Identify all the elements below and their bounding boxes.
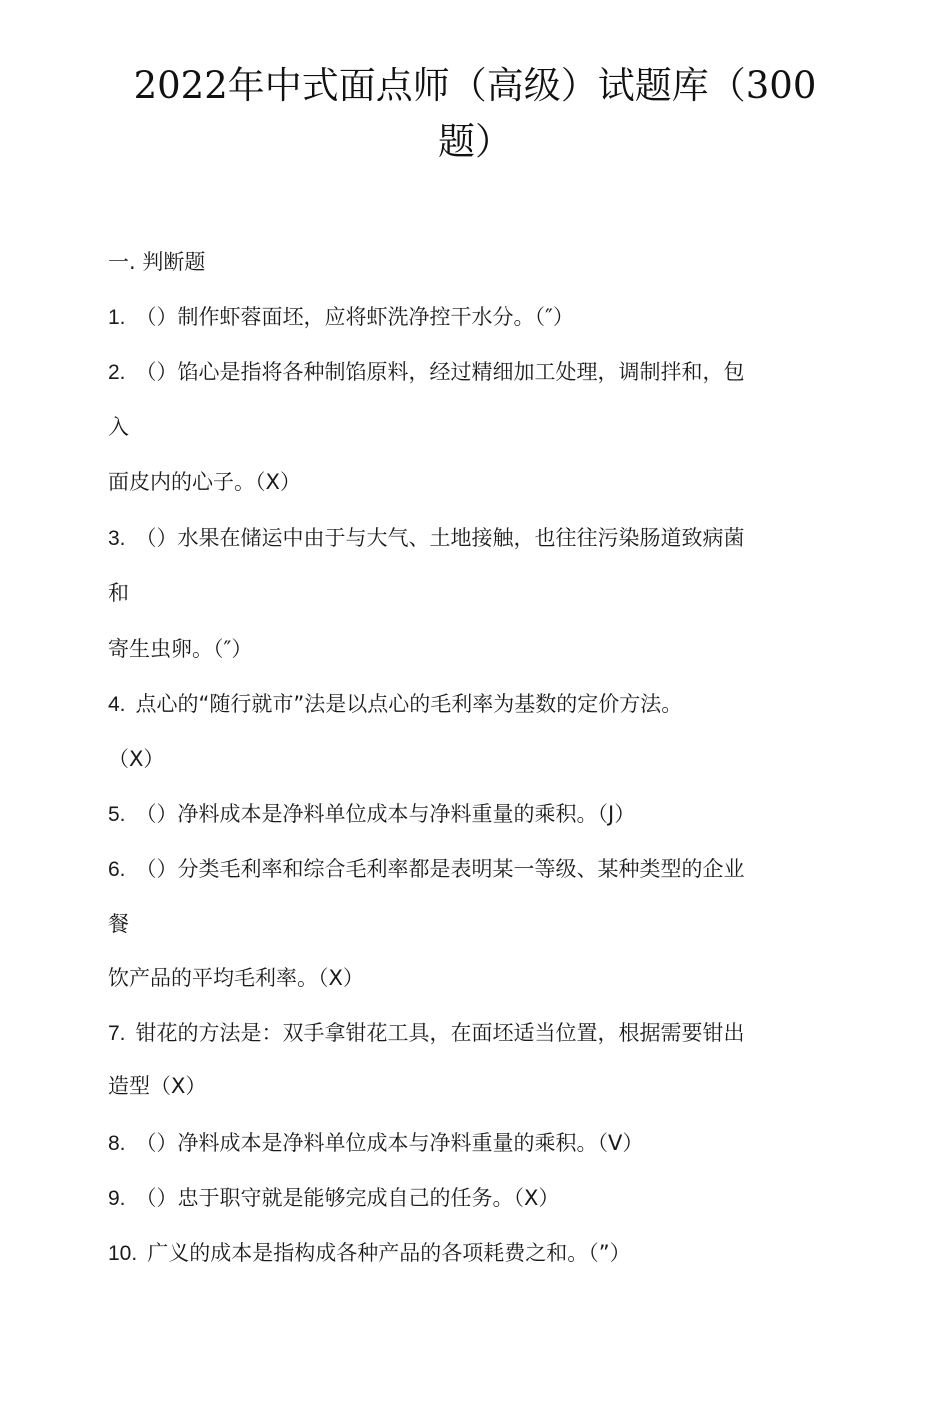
question-continuation xyxy=(108,1071,206,1101)
question-number: 10. xyxy=(108,1242,138,1265)
question-line xyxy=(108,1018,745,1049)
question-text: （）净料成本是净料单位成本与净料重量的乘积。（J） xyxy=(135,802,636,826)
question-number: 9. xyxy=(108,1187,126,1210)
question-text: （）馅心是指将各种制馅原料，经过精细加工处理，调制拌和，包 xyxy=(135,360,745,384)
question-number: 4. xyxy=(108,693,126,716)
question-text: 钳花的方法是：双手拿钳花工具，在面坯适当位置，根据需要钳出 xyxy=(135,1021,745,1045)
question-number: 7. xyxy=(108,1022,126,1045)
question-continuation xyxy=(108,634,252,664)
question-continuation xyxy=(108,467,301,497)
question-line xyxy=(108,302,574,333)
question-continuation xyxy=(108,744,164,774)
question-line xyxy=(108,689,682,720)
question-number: 8. xyxy=(108,1132,126,1155)
question-text: 饮产品的平均毛利率。（X） xyxy=(108,966,364,990)
question-text: 点心的“随行就市”法是以点心的毛利率为基数的定价方法。 xyxy=(135,692,683,716)
question-number: 1. xyxy=(108,306,126,329)
question-text: 面皮内的心子。（X） xyxy=(108,470,301,494)
question-text: 入 xyxy=(108,415,129,439)
question-text: （）净料成本是净料单位成本与净料重量的乘积。（V） xyxy=(135,1131,644,1155)
question-number: 2. xyxy=(108,361,126,384)
question-line xyxy=(108,1238,631,1269)
question-text: （）分类毛利率和综合毛利率都是表明某一等级、某种类型的企业 xyxy=(135,857,745,881)
question-text: （X） xyxy=(108,747,165,771)
question-line xyxy=(108,1128,643,1159)
question-line xyxy=(108,799,635,830)
question-number: 3. xyxy=(108,527,126,550)
question-continuation xyxy=(108,412,129,442)
question-text: 和 xyxy=(108,581,129,605)
question-line xyxy=(108,357,745,388)
question-text: 广义的成本是指构成各种产品的各项耗费之和。（”） xyxy=(147,1241,631,1265)
question-continuation xyxy=(108,909,129,939)
question-text: 造型（X） xyxy=(108,1074,207,1098)
document-title-line-2: 题） xyxy=(438,120,512,163)
question-text: 寄生虫卵。（″） xyxy=(108,637,253,661)
document-title-line-1: 2022年中式面点师（高级）试题库（300 xyxy=(133,64,817,107)
question-continuation xyxy=(108,963,364,993)
question-line xyxy=(108,854,745,885)
question-text: （）水果在储运中由于与大气、土地接触，也往往污染肠道致病菌 xyxy=(135,526,745,550)
section-heading: 一. 判断题 xyxy=(108,250,206,274)
question-number: 5. xyxy=(108,803,126,826)
question-text: 餐 xyxy=(108,912,129,936)
question-number: 6. xyxy=(108,858,126,881)
question-line xyxy=(108,523,745,554)
question-text: （）忠于职守就是能够完成自己的任务。（X） xyxy=(135,1186,560,1210)
question-text: （）制作虾蓉面坯，应将虾洗净控干水分。（″） xyxy=(135,305,574,329)
question-line xyxy=(108,1183,559,1214)
question-continuation xyxy=(108,578,129,608)
